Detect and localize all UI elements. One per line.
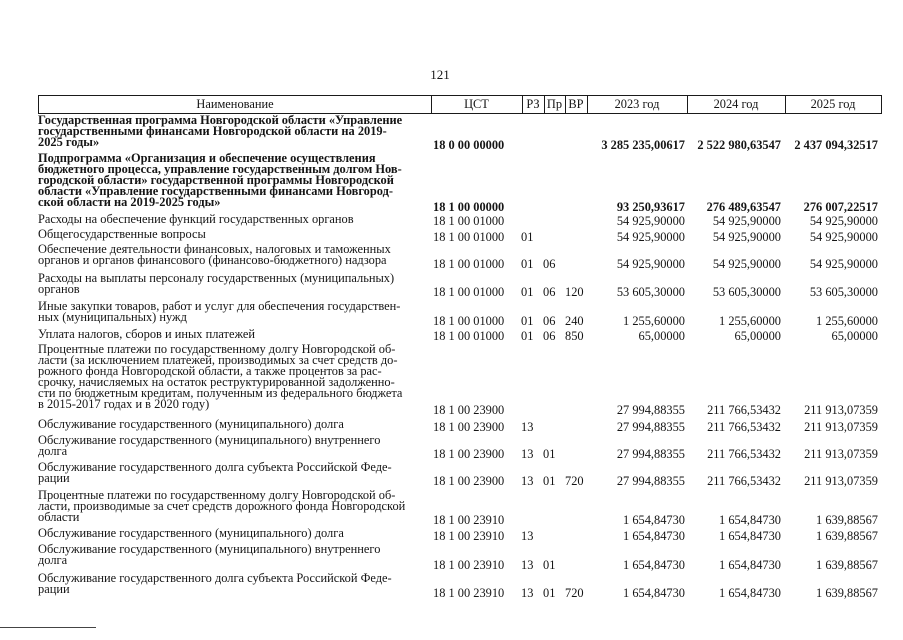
row-2024: 276 489,63547 bbox=[706, 200, 781, 214]
row-2025: 54 925,90000 bbox=[809, 257, 878, 271]
row-2025: 211 913,07359 bbox=[804, 420, 878, 434]
table-row bbox=[38, 462, 882, 488]
table-row bbox=[38, 419, 882, 434]
row-name: Обслуживание государственного (муниципального) долга bbox=[38, 417, 344, 431]
row-name: Обслуживание государственного (муниципального) внутреннего долга bbox=[38, 433, 381, 458]
row-2024: 2 522 980,63547 bbox=[697, 138, 781, 152]
header-cst: ЦСТ bbox=[464, 97, 489, 111]
row-pr: 01 bbox=[543, 558, 556, 572]
header-rz: РЗ bbox=[526, 97, 540, 111]
row-name: Обеспечение деятельности финансовых, налоговых и таможенных органов и органов финансового (финансово-бюджетного) надзора bbox=[38, 242, 391, 267]
row-cst: 18 1 00 01000 bbox=[433, 285, 505, 299]
row-pr: 01 bbox=[543, 586, 556, 600]
header-2024: 2024 год bbox=[713, 97, 759, 111]
table-row bbox=[38, 244, 882, 271]
table-header bbox=[38, 95, 882, 114]
row-cst: 18 1 00 23910 bbox=[433, 529, 505, 543]
table-row bbox=[38, 490, 882, 527]
row-2025: 53 605,30000 bbox=[809, 285, 878, 299]
table-row bbox=[38, 544, 882, 572]
row-2023: 1 255,60000 bbox=[623, 314, 685, 328]
row-2024: 211 766,53432 bbox=[707, 420, 781, 434]
row-rz: 01 bbox=[521, 329, 534, 343]
row-2023: 27 994,88355 bbox=[616, 420, 685, 434]
row-2024: 1 654,84730 bbox=[719, 529, 781, 543]
row-2025: 276 007,22517 bbox=[803, 200, 878, 214]
row-2023: 3 285 235,00617 bbox=[601, 138, 685, 152]
row-rz: 13 bbox=[521, 420, 534, 434]
row-2025: 211 913,07359 bbox=[804, 447, 878, 461]
row-rz: 01 bbox=[521, 285, 534, 299]
header-pr: Пр bbox=[546, 97, 563, 111]
footer-rule bbox=[0, 627, 96, 628]
row-2024: 54 925,90000 bbox=[712, 257, 781, 271]
row-2024: 1 654,84730 bbox=[719, 513, 781, 527]
row-2023: 1 654,84730 bbox=[623, 586, 685, 600]
row-2024: 53 605,30000 bbox=[712, 285, 781, 299]
row-rz: 13 bbox=[521, 558, 534, 572]
row-cst: 18 1 00 01000 bbox=[433, 230, 505, 244]
row-name: Подпрограмма «Организация и обеспечение осуществления бюджетного процесса, управление государственным долгом Нов- городской области» государственной программы Новгородской области «Управление государственными финансами Новгород- ской области на 2019-2025 годы» bbox=[38, 151, 402, 209]
row-cst: 18 1 00 01000 bbox=[433, 257, 505, 271]
row-cst: 18 1 00 23910 bbox=[433, 513, 505, 527]
row-rz: 13 bbox=[521, 447, 534, 461]
row-cst: 18 0 00 00000 bbox=[433, 138, 505, 152]
row-2023: 1 654,84730 bbox=[623, 513, 685, 527]
table-row bbox=[38, 528, 882, 543]
row-2025: 1 639,88567 bbox=[816, 558, 878, 572]
row-2024: 54 925,90000 bbox=[712, 230, 781, 244]
row-2025: 1 255,60000 bbox=[816, 314, 878, 328]
row-cst: 18 1 00 23900 bbox=[433, 420, 505, 434]
row-2025: 54 925,90000 bbox=[809, 230, 878, 244]
row-2025: 54 925,90000 bbox=[809, 214, 878, 228]
row-2023: 54 925,90000 bbox=[616, 257, 685, 271]
table-row bbox=[38, 329, 882, 343]
page-number: 121 bbox=[430, 67, 450, 82]
row-name: Процентные платежи по государственному долгу Новгородской об- ласти, производимые за счет средств дорожного фонда Новгородской области bbox=[38, 488, 406, 524]
row-2025: 1 639,88567 bbox=[816, 586, 878, 600]
row-2023: 27 994,88355 bbox=[616, 403, 685, 417]
row-2024: 1 255,60000 bbox=[719, 314, 781, 328]
row-2023: 65,00000 bbox=[638, 329, 685, 343]
row-2024: 211 766,53432 bbox=[707, 474, 781, 488]
row-rz: 01 bbox=[521, 314, 534, 328]
row-cst: 18 1 00 23900 bbox=[433, 447, 505, 461]
row-name: Иные закупки товаров, работ и услуг для обеспечения государствен- ных (муниципальных) нужд bbox=[38, 299, 401, 324]
row-2024: 65,00000 bbox=[734, 329, 781, 343]
row-2023: 1 654,84730 bbox=[623, 558, 685, 572]
header-2023: 2023 год bbox=[614, 97, 660, 111]
row-pr: 06 bbox=[543, 329, 556, 343]
row-vr: 240 bbox=[565, 314, 584, 328]
table-row bbox=[38, 273, 882, 299]
row-name: Обслуживание государственного (муниципального) внутреннего долга bbox=[38, 542, 381, 567]
row-cst: 18 1 00 00000 bbox=[433, 200, 505, 214]
row-name: Расходы на обеспечение функций государственных органов bbox=[38, 212, 354, 226]
table-row bbox=[38, 573, 882, 600]
table-row bbox=[38, 214, 882, 228]
row-2025: 2 437 094,32517 bbox=[794, 138, 878, 152]
row-vr: 120 bbox=[565, 285, 584, 299]
row-cst: 18 1 00 01000 bbox=[433, 329, 505, 343]
row-2023: 27 994,88355 bbox=[616, 447, 685, 461]
row-2025: 211 913,07359 bbox=[804, 403, 878, 417]
header-2025: 2025 год bbox=[810, 97, 856, 111]
row-pr: 06 bbox=[543, 314, 556, 328]
row-rz: 13 bbox=[521, 586, 534, 600]
row-name: Уплата налогов, сборов и иных платежей bbox=[38, 327, 256, 341]
row-2024: 1 654,84730 bbox=[719, 586, 781, 600]
row-name: Расходы на выплаты персоналу государственных (муниципальных) органов bbox=[38, 271, 395, 296]
table-row bbox=[38, 115, 882, 152]
row-cst: 18 1 00 23910 bbox=[433, 558, 505, 572]
row-2023: 93 250,93617 bbox=[616, 200, 685, 214]
row-name: Обслуживание государственного (муниципального) долга bbox=[38, 526, 344, 540]
table-row bbox=[38, 435, 882, 461]
row-2025: 211 913,07359 bbox=[804, 474, 878, 488]
row-pr: 01 bbox=[543, 474, 556, 488]
row-2023: 54 925,90000 bbox=[616, 214, 685, 228]
row-name: Обслуживание государственного долга субъекта Российской Феде- рации bbox=[38, 460, 392, 485]
row-cst: 18 1 00 01000 bbox=[433, 314, 505, 328]
row-name: Государственная программа Новгородской области «Управление государственными финансами Новгородской области на 2019- 2025 годы» bbox=[38, 113, 403, 149]
row-vr: 720 bbox=[565, 474, 584, 488]
row-cst: 18 1 00 01000 bbox=[433, 214, 505, 228]
row-2023: 53 605,30000 bbox=[616, 285, 685, 299]
row-2023: 27 994,88355 bbox=[616, 474, 685, 488]
row-pr: 06 bbox=[543, 257, 556, 271]
row-name: Процентные платежи по государственному долгу Новгородской об- ласти (за исключением платежей, производимых за счет средств до- рожного фонда Новгородской области, а также процентов за рас- срочку, начисляемых на остаток реструктурированной задолженно- сти по бюджетным кредитам, полученным из федерального бюджета в 2015-2017 годах и в 2020 году) bbox=[38, 342, 403, 411]
row-2024: 54 925,90000 bbox=[712, 214, 781, 228]
row-2024: 211 766,53432 bbox=[707, 403, 781, 417]
row-cst: 18 1 00 23910 bbox=[433, 586, 505, 600]
row-pr: 06 bbox=[543, 285, 556, 299]
row-vr: 850 bbox=[565, 329, 584, 343]
header-vr: ВР bbox=[568, 97, 584, 111]
row-cst: 18 1 00 23900 bbox=[433, 403, 505, 417]
row-name: Общегосударственные вопросы bbox=[38, 227, 206, 241]
row-rz: 01 bbox=[521, 257, 534, 271]
header-name: Наименование bbox=[196, 97, 274, 111]
table-row bbox=[38, 344, 882, 417]
row-2023: 54 925,90000 bbox=[616, 230, 685, 244]
row-2025: 1 639,88567 bbox=[816, 513, 878, 527]
row-name: Обслуживание государственного долга субъекта Российской Феде- рации bbox=[38, 571, 392, 596]
row-cst: 18 1 00 23900 bbox=[433, 474, 505, 488]
table-row bbox=[38, 301, 882, 328]
row-rz: 13 bbox=[521, 474, 534, 488]
row-rz: 01 bbox=[521, 230, 534, 244]
row-2024: 1 654,84730 bbox=[719, 558, 781, 572]
row-2023: 1 654,84730 bbox=[623, 529, 685, 543]
row-2025: 1 639,88567 bbox=[816, 529, 878, 543]
row-2025: 65,00000 bbox=[831, 329, 878, 343]
row-rz: 13 bbox=[521, 529, 534, 543]
row-vr: 720 bbox=[565, 586, 584, 600]
row-pr: 01 bbox=[543, 447, 556, 461]
row-2024: 211 766,53432 bbox=[707, 447, 781, 461]
table-row bbox=[38, 153, 882, 214]
